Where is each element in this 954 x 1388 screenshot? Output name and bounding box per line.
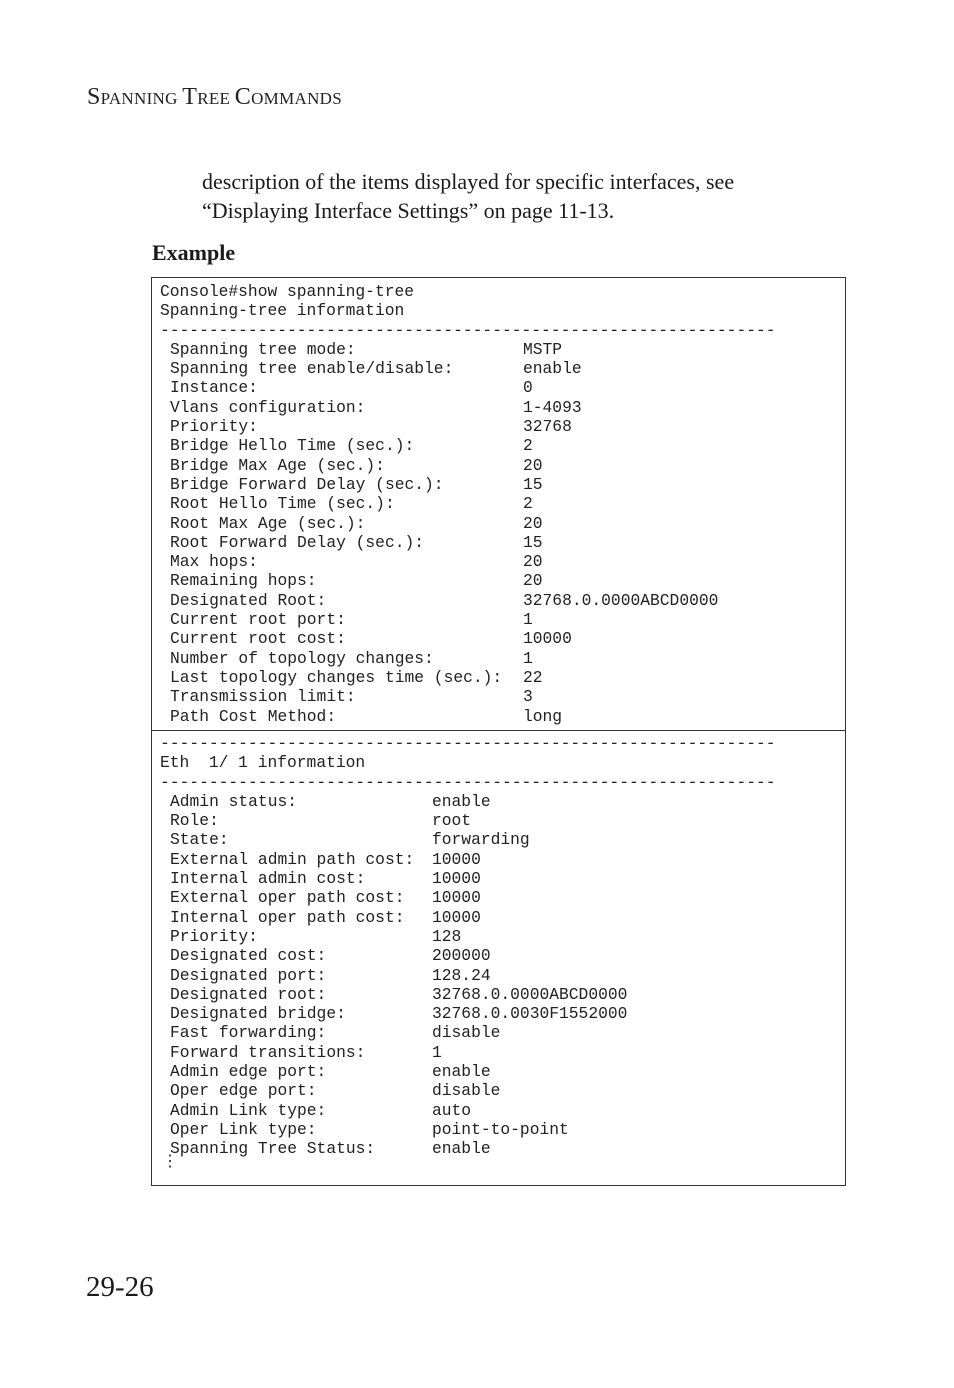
row-value: 10000: [523, 629, 572, 649]
output-row: [160, 1062, 837, 1081]
row-value: 15: [523, 474, 543, 494]
output-row: [160, 494, 837, 513]
section-title: Spanning-tree information: [160, 301, 405, 321]
row-value: root: [432, 811, 472, 831]
row-key: Forward transitions:: [170, 1042, 366, 1062]
row-key: Last topology changes time (sec.):: [170, 667, 503, 687]
row-key: Bridge Hello Time (sec.):: [170, 436, 415, 456]
output-row: [160, 1023, 837, 1042]
separator: ---------------------------------------------------------------: [160, 734, 776, 753]
output-row: [160, 610, 837, 629]
separator: ---------------------------------------------------------------: [160, 772, 776, 792]
row-key: Designated Root:: [170, 590, 327, 610]
row-key: Current root port:: [170, 610, 346, 630]
row-value: 10000: [432, 888, 481, 908]
row-value: 2: [523, 436, 533, 456]
output-row: [160, 1081, 837, 1100]
separator: ---------------------------------------------------------------: [160, 320, 776, 340]
row-key: Instance:: [170, 378, 258, 398]
output-row: [160, 649, 837, 668]
row-value: 1: [432, 1042, 442, 1062]
row-key: Internal oper path cost:: [170, 907, 405, 927]
spanning-tree-rows: [160, 340, 837, 726]
row-key: Bridge Forward Delay (sec.):: [170, 474, 444, 494]
page-number: 29-26: [86, 1271, 154, 1303]
row-key: Role:: [170, 811, 219, 831]
row-key: Spanning tree enable/disable:: [170, 359, 454, 379]
row-value: forwarding: [432, 830, 530, 850]
output-row: [160, 668, 837, 687]
row-value: 20: [523, 571, 543, 591]
row-key: State:: [170, 830, 229, 850]
output-row: [160, 946, 837, 965]
row-value: enable: [432, 1139, 491, 1159]
row-value: 20: [523, 455, 543, 475]
row-value: 32768.0.0030F1552000: [432, 1004, 628, 1024]
row-key: Current root cost:: [170, 629, 346, 649]
interface-rows: [160, 792, 837, 1159]
output-row: [160, 908, 837, 927]
output-row: [160, 359, 837, 378]
header-rest-3: OMMANDS: [251, 89, 342, 108]
output-row: [160, 985, 837, 1004]
row-value: 10000: [432, 869, 481, 889]
output-row: [160, 811, 837, 830]
output-row: [160, 591, 837, 610]
code-block-spanning-tree: [151, 277, 846, 731]
row-value: 1: [523, 610, 533, 630]
row-value: 1: [523, 648, 533, 668]
row-key: Oper Link type:: [170, 1119, 317, 1139]
output-row: [160, 629, 837, 648]
row-value: 0: [523, 378, 533, 398]
row-value: long: [523, 706, 563, 726]
row-key: Designated bridge:: [170, 1004, 346, 1024]
row-value: 32768.0.0000ABCD0000: [523, 590, 719, 610]
row-value: disable: [432, 1081, 501, 1101]
row-value: enable: [432, 1062, 491, 1082]
row-key: External oper path cost:: [170, 888, 405, 908]
output-row: [160, 1139, 837, 1158]
row-value: point-to-point: [432, 1119, 569, 1139]
output-row: [160, 398, 837, 417]
row-key: Internal admin cost:: [170, 869, 366, 889]
output-row: [160, 514, 837, 533]
row-value: 32768: [523, 417, 572, 437]
row-value: 1-4093: [523, 397, 582, 417]
row-value: 200000: [432, 946, 491, 966]
intro-line-2: “Displaying Interface Settings” on page 11-13.: [202, 198, 615, 223]
output-row: [160, 830, 837, 849]
output-row: [160, 378, 837, 397]
output-row: [160, 436, 837, 455]
row-key: Designated port:: [170, 965, 327, 985]
output-row: [160, 1101, 837, 1120]
row-key: External admin path cost:: [170, 849, 415, 869]
row-value: disable: [432, 1023, 501, 1043]
header-cap-3: C: [234, 84, 252, 110]
output-row: [160, 340, 837, 359]
row-key: Admin edge port:: [170, 1062, 327, 1082]
row-key: Designated cost:: [170, 946, 327, 966]
row-key: Path Cost Method:: [170, 706, 337, 726]
row-value: 22: [523, 667, 543, 687]
row-value: MSTP: [523, 339, 563, 359]
row-key: Root Forward Delay (sec.):: [170, 532, 425, 552]
output-row: [160, 571, 837, 590]
row-key: Bridge Max Age (sec.):: [170, 455, 385, 475]
row-key: Transmission limit:: [170, 687, 356, 707]
output-row: [160, 927, 837, 946]
row-value: auto: [432, 1100, 472, 1120]
header-rest-1: PANNING: [100, 89, 183, 108]
header-cap-2: T: [182, 84, 198, 110]
row-key: Number of topology changes:: [170, 648, 434, 668]
row-key: Vlans configuration:: [170, 397, 366, 417]
row-key: Admin Link type:: [170, 1100, 327, 1120]
row-key: Root Hello Time (sec.):: [170, 494, 395, 514]
row-value: enable: [523, 359, 582, 379]
output-row: [160, 850, 837, 869]
output-row: [160, 475, 837, 494]
header-cap-1: S: [87, 84, 101, 110]
row-key: Fast forwarding:: [170, 1023, 327, 1043]
header-rest-2: REE: [197, 89, 235, 108]
row-value: 10000: [432, 849, 481, 869]
output-row: [160, 1120, 837, 1139]
row-value: 20: [523, 552, 543, 572]
row-key: Priority:: [170, 417, 258, 437]
output-row: [160, 707, 837, 726]
row-value: 2: [523, 494, 533, 514]
row-key: Spanning Tree Status:: [170, 1139, 376, 1159]
row-key: Root Max Age (sec.):: [170, 513, 366, 533]
row-key: Spanning tree mode:: [170, 339, 356, 359]
command-line: Console#show spanning-tree: [160, 282, 415, 301]
row-key: Oper edge port:: [170, 1081, 317, 1101]
row-value: 128: [432, 926, 462, 946]
running-header: [87, 84, 342, 111]
interface-title: Eth 1/ 1 information: [160, 753, 366, 773]
code-block-interface: [151, 730, 846, 1186]
row-key: Remaining hops:: [170, 571, 317, 591]
output-row: [160, 533, 837, 552]
intro-line-1: description of the items displayed for specific interfaces, see: [202, 169, 735, 194]
row-key: Priority:: [170, 926, 258, 946]
continuation-ellipsis: ⋮: [162, 1152, 178, 1171]
output-row: [160, 1004, 837, 1023]
row-key: Admin status:: [170, 791, 298, 811]
output-row: [160, 417, 837, 436]
output-row: [160, 792, 837, 811]
output-row: [160, 456, 837, 475]
row-value: enable: [432, 791, 491, 811]
row-value: 10000: [432, 907, 481, 927]
row-value: 128.24: [432, 965, 491, 985]
row-value: 15: [523, 532, 543, 552]
output-row: [160, 1043, 837, 1062]
intro-paragraph: [202, 167, 842, 225]
output-row: [160, 552, 837, 571]
example-heading: Example: [152, 240, 236, 265]
row-value: 20: [523, 513, 543, 533]
row-value: 3: [523, 687, 533, 707]
row-key: Max hops:: [170, 552, 258, 572]
row-value: 32768.0.0000ABCD0000: [432, 984, 628, 1004]
output-row: [160, 869, 837, 888]
output-row: [160, 687, 837, 706]
output-row: [160, 966, 837, 985]
output-row: [160, 888, 837, 907]
row-key: Designated root:: [170, 984, 327, 1004]
